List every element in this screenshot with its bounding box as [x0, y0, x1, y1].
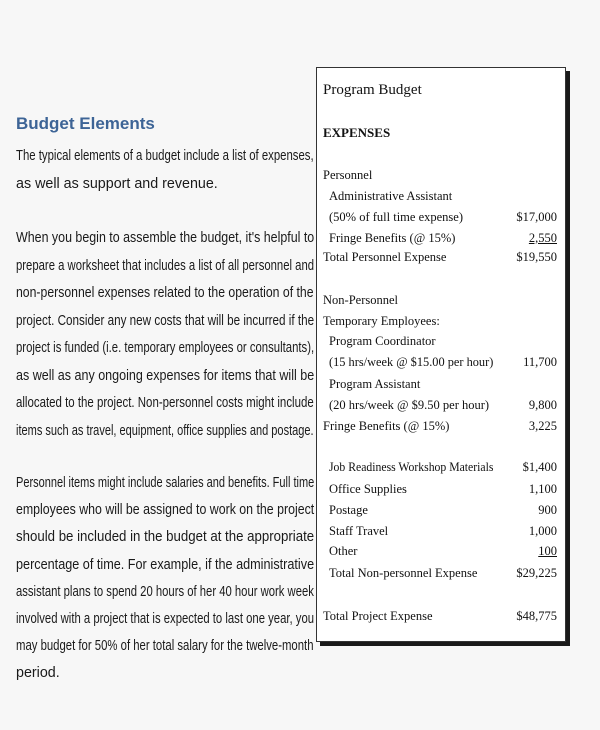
coordinator-label: Program Coordinator [329, 334, 436, 348]
paragraph-intro [16, 143, 316, 198]
staff-travel-value: 1,000 [528, 524, 557, 538]
text-line: allocated to the project. Non-personnel costs might include [16, 395, 314, 411]
office-supplies-label: Office Supplies [329, 482, 407, 496]
assistant-rate-label: (20 hrs/week @ $9.50 per hour) [329, 398, 490, 412]
total-non-personnel-value: $29,225 [516, 566, 557, 580]
text-line: involved with a project that is expected to last one year, you [16, 610, 315, 627]
total-non-personnel-label: Total Non-personnel Expense [329, 566, 478, 580]
personnel-label: Personnel [323, 168, 373, 182]
assistant-value: 9,800 [528, 398, 557, 412]
paragraph-worksheet [16, 225, 316, 445]
text-line: When you begin to assemble the budget, it's helpful to [16, 230, 315, 246]
expenses-heading: EXPENSES [323, 125, 391, 140]
total-personnel-value: $19,550 [516, 250, 557, 264]
fringe-benefits-value: 2,550 [528, 231, 557, 245]
other-label: Other [329, 544, 358, 558]
text-line: The typical elements of a budget include a list of expenses, [16, 148, 314, 164]
text-line: as well as support and revenue. [16, 175, 218, 192]
text-line: non-personnel expenses related to the operation of the [16, 285, 314, 301]
office-supplies-value: 1,100 [528, 482, 557, 496]
total-project-label: Total Project Expense [323, 609, 433, 623]
total-personnel-label: Total Personnel Expense [323, 250, 447, 264]
text-line: period. [16, 665, 60, 682]
workshop-value: $1,400 [522, 460, 557, 474]
staff-travel-label: Staff Travel [329, 524, 389, 538]
coordinator-rate-label: (15 hrs/week @ $15.00 per hour) [329, 355, 494, 369]
text-line: project. Consider any new costs that will be incurred if the [16, 312, 315, 329]
non-personnel-label: Non-Personnel [323, 293, 398, 307]
coordinator-value: 11,700 [523, 355, 557, 369]
fringe-benefits-label: Fringe Benefits (@ 15%) [329, 231, 456, 245]
paragraph-personnel [16, 470, 316, 688]
text-line: employees who will be assigned to work on the project [16, 502, 315, 519]
program-assistant-label: Program Assistant [329, 377, 421, 391]
workshop-label: Job Readiness Workshop Materials [329, 460, 494, 474]
program-budget-card [316, 67, 566, 642]
text-line: assistant plans to spend 20 hours of her 40 hour work week [16, 583, 314, 600]
text-line: may budget for 50% of her total salary for the twelve-month [16, 638, 314, 655]
text-line: project is funded (i.e. temporary employees or consultants), [16, 340, 315, 356]
text-line: prepare a worksheet that includes a list of all personnel and [16, 257, 315, 274]
total-project-value: $48,775 [516, 609, 557, 623]
admin-time-value: $17,000 [516, 210, 557, 224]
fringe-benefits-2-label: Fringe Benefits (@ 15%) [323, 419, 450, 433]
admin-assistant-label: Administrative Assistant [329, 189, 453, 203]
section-heading: Budget Elements [16, 114, 155, 133]
admin-time-label: (50% of full time expense) [329, 210, 463, 224]
text-line: as well as any ongoing expenses for items that will be [16, 367, 315, 384]
fringe-benefits-2-value: 3,225 [528, 419, 557, 433]
postage-value: 900 [538, 503, 557, 517]
text-line: Personnel items might include salaries and benefits. Full time [16, 475, 315, 491]
budget-title: Program Budget [323, 82, 422, 98]
other-value: 100 [538, 544, 557, 558]
postage-label: Postage [329, 503, 368, 517]
text-line: items such as travel, equipment, office supplies and postage. [16, 422, 314, 439]
text-line: should be included in the budget at the appropriate [16, 529, 315, 546]
text-line: percentage of time. For example, if the administrative [16, 556, 315, 573]
temp-employees-label: Temporary Employees: [323, 314, 440, 328]
